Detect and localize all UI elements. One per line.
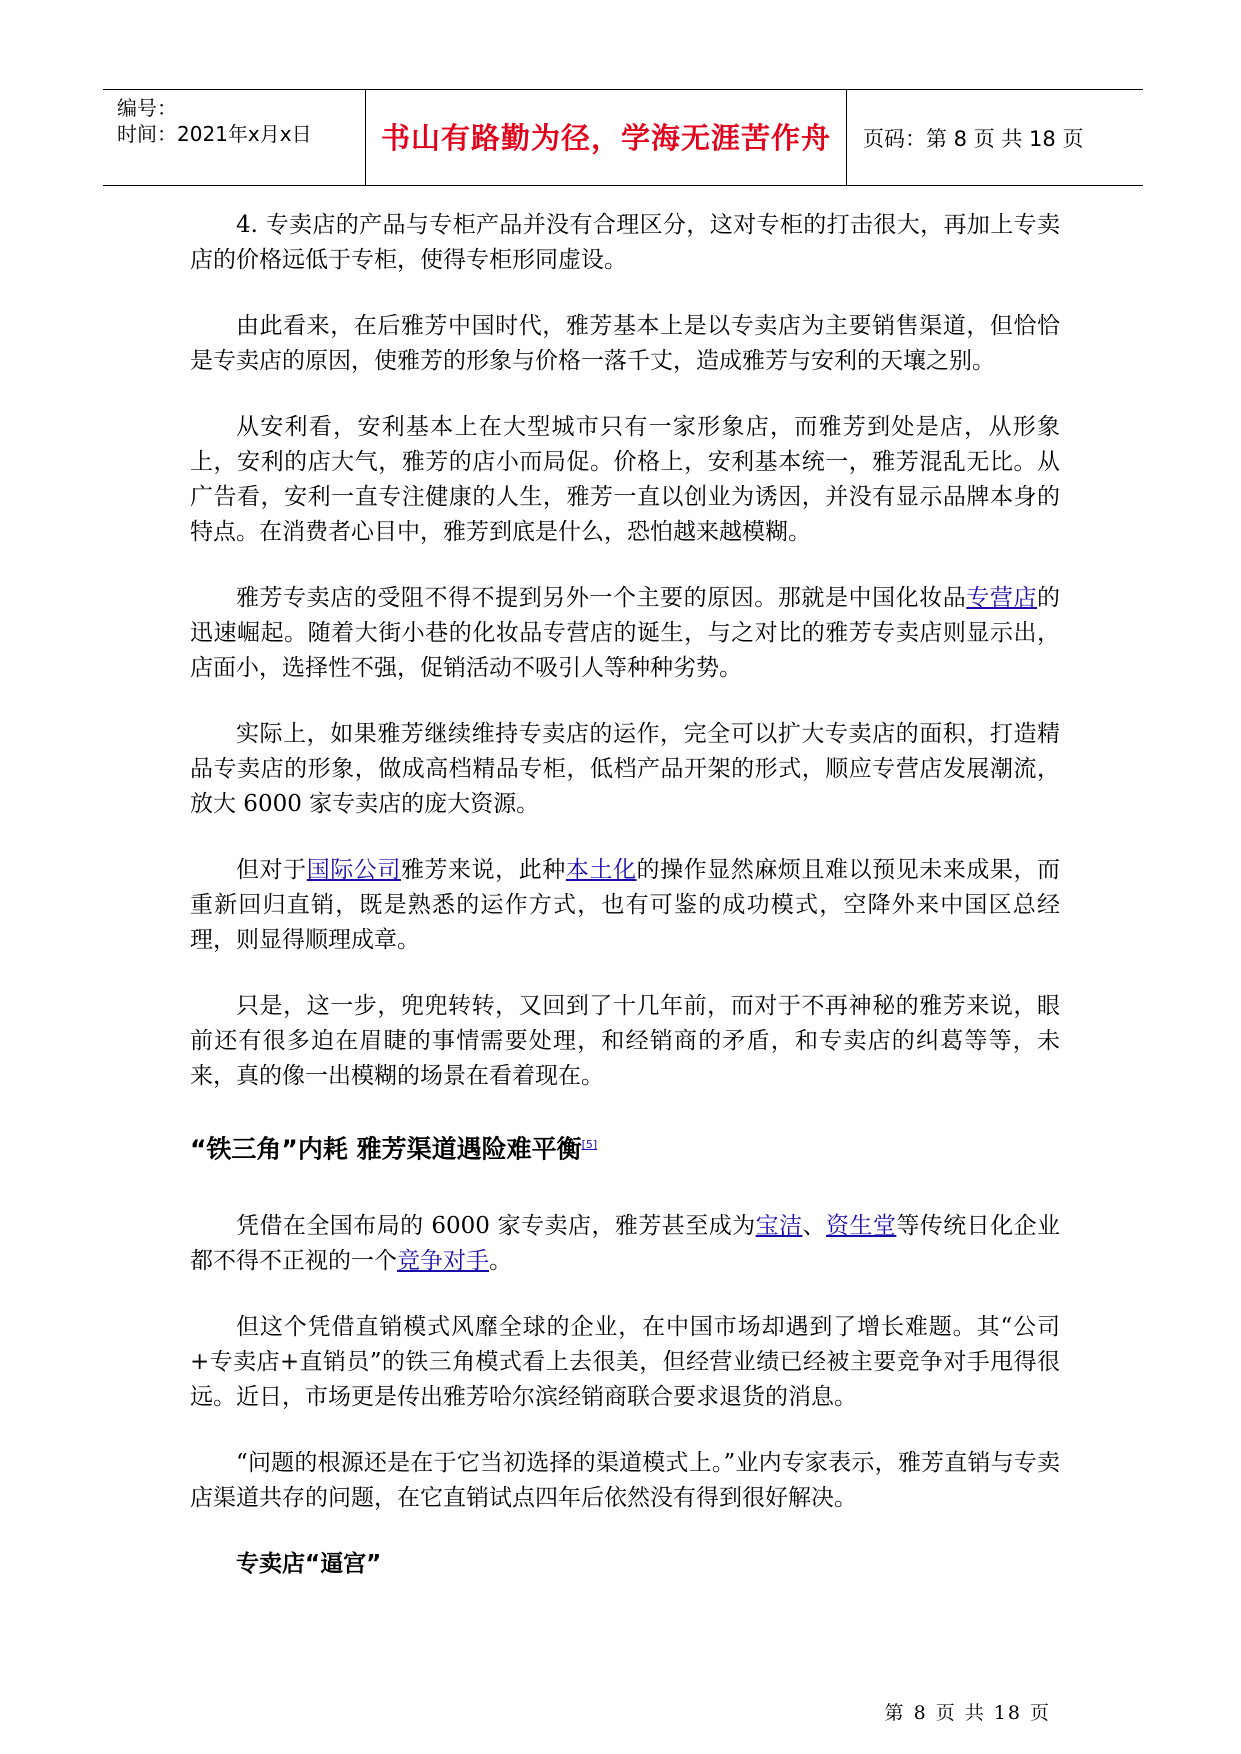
paragraph <box>190 853 1060 958</box>
paragraph: 从安利看，安利基本上在大型城市只有一家形象店，而雅芳到处是店，从形象上，安利的店大气，雅芳的店小而局促。价格上，安利基本统一，雅芳混乱无比。从广告看，安利一直专注健康的人生，雅芳一直以创业为诱因，并没有显示品牌本身的特点。在消费者心目中，雅芳到底是什么，恐怕越来越模糊。 <box>190 414 1060 545</box>
paragraph: 4. 专卖店的产品与专柜产品并没有合理区分，这对专柜的打击很大，再加上专卖店的价格远低于专柜，使得专柜形同虚设。 <box>190 212 1060 273</box>
text-span: 。 <box>489 1248 512 1275</box>
paragraph: 由此看来，在后雅芳中国时代，雅芳基本上是以专卖店为主要销售渠道，但恰恰是专卖店的原因，使雅芳的形象与价格一落千丈，造成雅芳与安利的天壤之别。 <box>190 313 1060 374</box>
text-span: 凭借在全国布局的 6000 家专卖店，雅芳甚至成为 <box>236 1213 756 1240</box>
header-table <box>103 89 1143 186</box>
link-international-company[interactable]: 国际公司 <box>306 857 401 883</box>
link-pg[interactable]: 宝洁 <box>755 1213 803 1240</box>
subheading: 专卖店“逼宫” <box>236 1551 382 1578</box>
text-span: 但对于 <box>236 857 307 883</box>
paragraph: 只是，这一步，兜兜转转，又回到了十几年前，而对于不再神秘的雅芳来说，眼前还有很多迫在眉睫的事情需要处理，和经销商的矛盾，和专卖店的纠葛等等，未来，真的像一出模糊的场景在看着现在。 <box>190 993 1060 1089</box>
header-motto-cell <box>366 90 847 185</box>
text-span: 雅芳来说，此种 <box>400 857 566 883</box>
section-title: “铁三角”内耗 雅芳渠道遇险难平衡 <box>190 1134 582 1164</box>
paragraph: 实际上，如果雅芳继续维持专卖店的运作，完全可以扩大专卖店的面积，打造精品专卖店的形象，做成高档精品专柜，低档产品开架的形式，顺应专营店发展潮流，放大 6000 家专卖店的庞大资源。 <box>190 721 1060 817</box>
text-span: 等传统日化企业都不得不正视的一个 <box>190 1213 1061 1275</box>
document-body <box>190 208 1060 1582</box>
paragraph <box>190 581 1060 686</box>
header-page-cell <box>848 90 1143 185</box>
link-shiseido[interactable]: 资生堂 <box>825 1213 897 1240</box>
paragraph <box>190 1209 1060 1279</box>
link-specialty-store[interactable]: 专营店 <box>966 585 1038 611</box>
text-span: 的迅速崛起。随着大街小巷的化妆品专营店的诞生，与之对比的雅芳专卖店则显示出，店面小，选择性不强，促销活动不吸引人等种种劣势。 <box>190 585 1061 681</box>
text-span: 雅芳专卖店的受阻不得不提到另外一个主要的原因。那就是中国化妆品 <box>236 585 967 611</box>
paragraph: 但这个凭借直销模式风靡全球的企业，在中国市场却遇到了增长难题。其“公司+专卖店+直销员”的铁三角模式看上去很美，但经营业绩已经被主要竞争对手甩得很远。近日，市场更是传出雅芳哈尔滨经销商联合要求退货的消息。 <box>190 1314 1060 1411</box>
text-span: 、 <box>802 1213 826 1240</box>
motto-text: 书山有路勤为径，学海无涯苦作舟 <box>380 121 831 155</box>
link-localization[interactable]: 本土化 <box>565 857 637 883</box>
section-heading <box>190 1125 1060 1169</box>
paragraph: “问题的根源还是在于它当初选择的渠道模式上。”业内专家表示，雅芳直销与专卖店渠道共存的问题，在它直销试点四年后依然没有得到很好解决。 <box>190 1450 1060 1512</box>
link-competitor[interactable]: 竞争对手 <box>397 1248 489 1275</box>
page-code: 页码：第 8 页 共 18 页 <box>863 127 1084 151</box>
page-footer: 第 8 页 共 18 页 <box>884 1702 1051 1724</box>
reference-link[interactable]: [5] <box>581 1138 598 1151</box>
number-label: 编号： <box>117 96 177 120</box>
text-span: 的操作显然麻烦且难以预见未来成果，而重新回归直销，既是熟悉的运作方式，也有可鉴的成功模式，空降外来中国区总经理，则显得顺理成章。 <box>190 857 1061 953</box>
header-info-cell <box>103 90 366 185</box>
time-label: 时间：2021年x月x日 <box>117 122 312 146</box>
